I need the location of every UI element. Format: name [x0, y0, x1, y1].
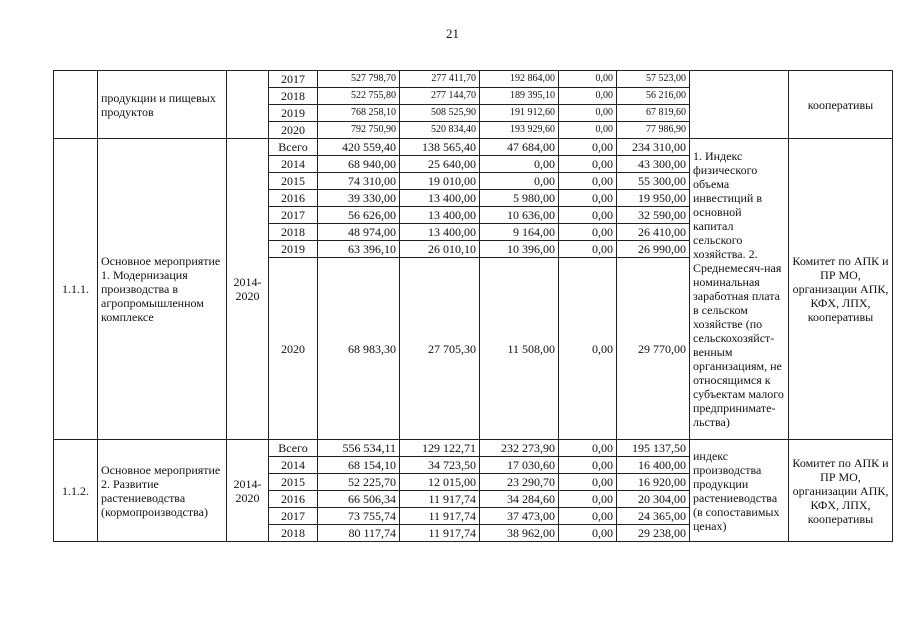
table-row — [54, 139, 893, 156]
table-row — [54, 440, 893, 457]
cell-loc: 0,00 — [559, 491, 617, 508]
cell-fed: 277 144,70 — [400, 88, 480, 105]
table-row — [54, 71, 893, 88]
period-cell: 2014-2020 — [227, 139, 269, 440]
year-cell: 2014 — [269, 156, 318, 173]
cell-loc: 0,00 — [559, 224, 617, 241]
cell-total: 527 798,70 — [318, 71, 400, 88]
cell-reg: 193 929,60 — [480, 122, 559, 139]
year-cell: 2018 — [269, 224, 318, 241]
year-cell: 2015 — [269, 474, 318, 491]
cell-total: 792 750,90 — [318, 122, 400, 139]
cell-loc: 0,00 — [559, 474, 617, 491]
cell-fed: 12 015,00 — [400, 474, 480, 491]
cell-reg: 23 290,70 — [480, 474, 559, 491]
cell-fed: 11 917,74 — [400, 491, 480, 508]
cell-extra: 16 920,00 — [617, 474, 690, 491]
cell-loc: 0,00 — [559, 156, 617, 173]
cell-fed: 13 400,00 — [400, 190, 480, 207]
cell-reg: 189 395,10 — [480, 88, 559, 105]
cell-extra: 26 990,00 — [617, 241, 690, 258]
cell-loc: 0,00 — [559, 190, 617, 207]
year-cell: 2020 — [269, 122, 318, 139]
cell-loc: 0,00 — [559, 440, 617, 457]
cell-loc: 0,00 — [559, 71, 617, 88]
cell-loc: 0,00 — [559, 105, 617, 122]
row-number-cell: 1.1.2. — [54, 440, 98, 542]
cell-reg: 192 864,00 — [480, 71, 559, 88]
cell-extra: 29 770,00 — [617, 258, 690, 440]
cell-total: 66 506,34 — [318, 491, 400, 508]
year-cell: 2016 — [269, 491, 318, 508]
cell-fed: 138 565,40 — [400, 139, 480, 156]
cell-reg: 191 912,60 — [480, 105, 559, 122]
cell-total: 420 559,40 — [318, 139, 400, 156]
cell-loc: 0,00 — [559, 258, 617, 440]
measure-name: Основное мероприятие 2. Развитие растениеводства (кормопроизводства) — [98, 440, 227, 542]
cell-extra: 55 300,00 — [617, 173, 690, 190]
cell-extra: 195 137,50 — [617, 440, 690, 457]
cell-loc: 0,00 — [559, 173, 617, 190]
program-table — [53, 70, 893, 542]
year-cell: 2014 — [269, 457, 318, 474]
cell-extra: 77 986,90 — [617, 122, 690, 139]
cell-fed: 508 525,90 — [400, 105, 480, 122]
cell-extra: 67 819,60 — [617, 105, 690, 122]
cell-fed: 25 640,00 — [400, 156, 480, 173]
measure-name: Основное мероприятие 1. Модернизация производства в агропромышленном комплексе — [98, 139, 227, 440]
cell-extra: 16 400,00 — [617, 457, 690, 474]
cell-reg: 5 980,00 — [480, 190, 559, 207]
year-cell: Всего — [269, 139, 318, 156]
year-cell: 2018 — [269, 525, 318, 542]
indicator-cell: 1. Индекс физического объема инвестиций в основной капитал сельского хозяйства. 2. Среднемесяч-ная номинальная заработная плата в сельском хозяйстве (по сельскохозяйст-венным организациям, не относящимся к субъектам малого предпринимате-льства) — [690, 139, 789, 440]
row-number-cell — [54, 71, 98, 139]
cell-loc: 0,00 — [559, 207, 617, 224]
cell-total: 39 330,00 — [318, 190, 400, 207]
cell-loc: 0,00 — [559, 508, 617, 525]
year-cell: 2017 — [269, 508, 318, 525]
cell-fed: 520 834,40 — [400, 122, 480, 139]
cell-extra: 32 590,00 — [617, 207, 690, 224]
cell-extra: 20 304,00 — [617, 491, 690, 508]
cell-total: 80 117,74 — [318, 525, 400, 542]
cell-reg: 34 284,60 — [480, 491, 559, 508]
year-cell: Всего — [269, 440, 318, 457]
cell-fed: 19 010,00 — [400, 173, 480, 190]
cell-total: 63 396,10 — [318, 241, 400, 258]
year-cell: 2020 — [269, 258, 318, 440]
year-cell: 2017 — [269, 71, 318, 88]
indicator-cell — [690, 71, 789, 139]
cell-total: 73 755,74 — [318, 508, 400, 525]
cell-total: 56 626,00 — [318, 207, 400, 224]
cell-total: 48 974,00 — [318, 224, 400, 241]
year-cell: 2019 — [269, 241, 318, 258]
page-number: 21 — [446, 26, 459, 41]
year-cell: 2016 — [269, 190, 318, 207]
cell-reg: 10 636,00 — [480, 207, 559, 224]
cell-loc: 0,00 — [559, 525, 617, 542]
cell-loc: 0,00 — [559, 241, 617, 258]
cell-extra: 57 523,00 — [617, 71, 690, 88]
row-number-cell: 1.1.1. — [54, 139, 98, 440]
cell-fed: 34 723,50 — [400, 457, 480, 474]
cell-total: 68 154,10 — [318, 457, 400, 474]
responsible-cell: кооперативы — [789, 71, 893, 139]
cell-total: 556 534,11 — [318, 440, 400, 457]
cell-reg: 10 396,00 — [480, 241, 559, 258]
cell-extra: 29 238,00 — [617, 525, 690, 542]
cell-reg: 37 473,00 — [480, 508, 559, 525]
cell-fed: 27 705,30 — [400, 258, 480, 440]
cell-total: 768 258,10 — [318, 105, 400, 122]
cell-fed: 13 400,00 — [400, 207, 480, 224]
responsible-cell: Комитет по АПК и ПР МО, организации АПК, КФХ, ЛПХ, кооперативы — [789, 139, 893, 440]
cell-reg: 0,00 — [480, 156, 559, 173]
cell-extra: 19 950,00 — [617, 190, 690, 207]
cell-fed: 277 411,70 — [400, 71, 480, 88]
measure-name: продукции и пищевых продуктов — [98, 71, 227, 139]
indicator-cell: индекс производства продукции растениеводства (в сопоставимых ценах) — [690, 440, 789, 542]
cell-reg: 38 962,00 — [480, 525, 559, 542]
cell-loc: 0,00 — [559, 457, 617, 474]
cell-total: 522 755,80 — [318, 88, 400, 105]
cell-reg: 0,00 — [480, 173, 559, 190]
cell-fed: 11 917,74 — [400, 525, 480, 542]
cell-total: 68 940,00 — [318, 156, 400, 173]
cell-reg: 17 030,60 — [480, 457, 559, 474]
year-cell: 2015 — [269, 173, 318, 190]
cell-extra: 26 410,00 — [617, 224, 690, 241]
year-cell: 2019 — [269, 105, 318, 122]
cell-fed: 13 400,00 — [400, 224, 480, 241]
cell-loc: 0,00 — [559, 122, 617, 139]
cell-reg: 232 273,90 — [480, 440, 559, 457]
cell-loc: 0,00 — [559, 88, 617, 105]
cell-reg: 11 508,00 — [480, 258, 559, 440]
cell-total: 52 225,70 — [318, 474, 400, 491]
year-cell: 2017 — [269, 207, 318, 224]
cell-extra: 43 300,00 — [617, 156, 690, 173]
period-cell: 2014-2020 — [227, 440, 269, 542]
cell-reg: 9 164,00 — [480, 224, 559, 241]
cell-total: 68 983,30 — [318, 258, 400, 440]
cell-fed: 11 917,74 — [400, 508, 480, 525]
cell-extra: 24 365,00 — [617, 508, 690, 525]
period-cell — [227, 71, 269, 139]
cell-fed: 129 122,71 — [400, 440, 480, 457]
year-cell: 2018 — [269, 88, 318, 105]
cell-reg: 47 684,00 — [480, 139, 559, 156]
cell-loc: 0,00 — [559, 139, 617, 156]
cell-total: 74 310,00 — [318, 173, 400, 190]
cell-extra: 234 310,00 — [617, 139, 690, 156]
cell-extra: 56 216,00 — [617, 88, 690, 105]
responsible-cell: Комитет по АПК и ПР МО, организации АПК, КФХ, ЛПХ, кооперативы — [789, 440, 893, 542]
cell-fed: 26 010,10 — [400, 241, 480, 258]
